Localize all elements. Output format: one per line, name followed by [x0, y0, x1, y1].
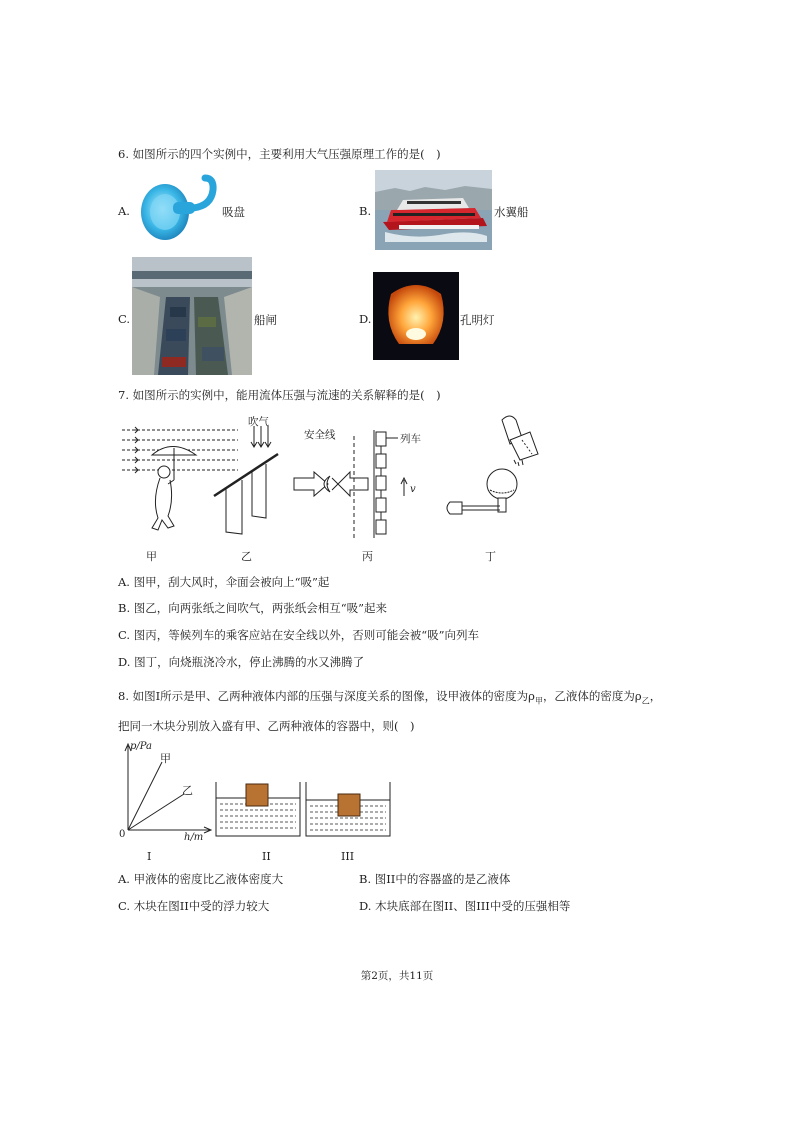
q8-caption-i: I	[147, 850, 152, 863]
graph-line-jia-label: 甲	[160, 752, 171, 765]
q6-option-d-letter: D.	[359, 312, 372, 326]
q8-option-d: D. 木块底部在图II、图III中受的压强相等	[359, 899, 571, 913]
q6-option-b-letter: B.	[359, 204, 372, 218]
container-iii	[306, 782, 390, 836]
q8-stem-line1: 8. 如图I所示是甲、乙两种液体内部的压强与深度关系的图像，设甲液体的密度为$\rho_甲$，乙液体的密度为$\rho_乙$，	[118, 689, 662, 706]
q7-caption-yi: 乙	[241, 550, 252, 563]
hydrofoil-boat-image	[375, 170, 492, 250]
train-platform-figure	[294, 430, 407, 538]
sky-lantern-image	[373, 272, 459, 360]
graph-origin: 0	[119, 829, 126, 840]
q6-option-a-letter: A.	[118, 204, 130, 218]
ship-lock-image	[132, 257, 252, 375]
wood-block-ii	[246, 784, 268, 806]
q6-option-a-text: 吸盘	[222, 205, 245, 219]
q7-caption-jia: 甲	[146, 550, 157, 563]
q8-figure	[116, 738, 406, 846]
q8-stem-line2: 把同一木块分别放入盛有甲、乙两种液体的容器中，则( )	[118, 719, 415, 733]
q7-option-b: B. 图乙，向两张纸之间吹气，两张纸会相互“吸”起来	[118, 601, 388, 615]
q6-option-c-text: 船闸	[254, 313, 277, 327]
q7-option-d: D. 图丁，向烧瓶浇冷水，停止沸腾的水又沸腾了	[118, 655, 365, 669]
q6-option-c-letter: C.	[118, 312, 131, 326]
two-papers-figure	[214, 426, 278, 534]
q8-option-a: A. 甲液体的密度比乙液体密度大	[118, 872, 284, 886]
line-jia	[128, 762, 162, 830]
q6-option-b-text: 水翼船	[494, 205, 529, 219]
q8-caption-ii: II	[262, 850, 271, 863]
flask-cold-water-figure	[447, 416, 538, 514]
q8-option-c: C. 木块在图II中受的浮力较大	[118, 899, 270, 913]
graph-x-label: h/m	[184, 832, 204, 843]
q7-figure	[118, 410, 558, 540]
container-ii	[216, 782, 300, 836]
train-label: 列车	[400, 433, 421, 445]
wind-umbrella-figure	[122, 427, 238, 530]
velocity-label: v	[410, 484, 416, 495]
line-yi	[128, 794, 184, 830]
suction-cup-image	[133, 172, 221, 244]
q6-option-d-text: 孔明灯	[460, 313, 495, 327]
blow-label: 吹气	[248, 416, 269, 428]
q7-caption-ding: 丁	[485, 550, 496, 563]
q7-option-a: A. 图甲，刮大风时，伞面会被向上“吸”起	[118, 575, 330, 589]
q7-caption-bing: 丙	[362, 550, 373, 563]
q8-option-b: B. 图II中的容器盛的是乙液体	[359, 872, 511, 886]
wood-block-iii	[338, 794, 360, 816]
page-footer: 第2页，共11页	[360, 970, 434, 982]
q7-stem: 7. 如图所示的实例中，能用流体压强与流速的关系解释的是( )	[118, 388, 441, 402]
q6-stem: 6. 如图所示的四个实例中，主要利用大气压强原理工作的是( )	[118, 147, 441, 161]
q8-caption-iii: III	[341, 850, 355, 863]
graph-line-yi-label: 乙	[182, 784, 193, 797]
q7-option-c: C. 图丙，等候列车的乘客应站在安全线以外，否则可能会被“吸”向列车	[118, 628, 479, 642]
safety-line-label: 安全线	[304, 429, 336, 441]
graph-y-label: p/Pa	[130, 741, 153, 752]
